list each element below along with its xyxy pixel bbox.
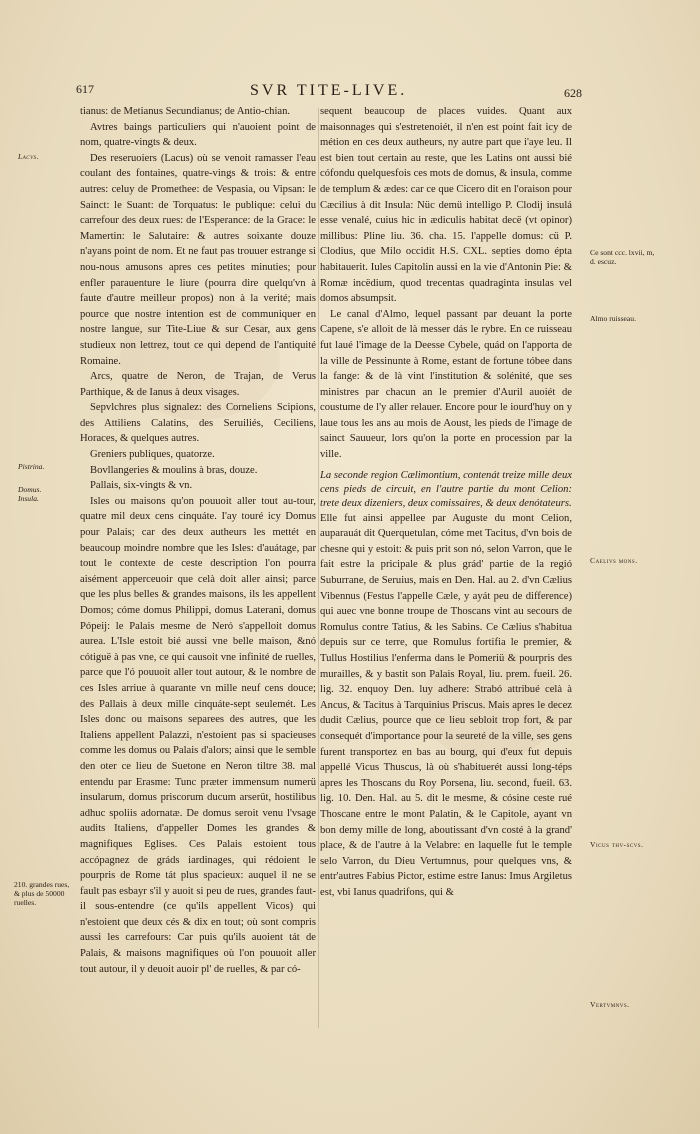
paragraph: Sepvlchres plus signalez: des Corneliens Scipions, des Attiliens Calatins, des Seruiliés, Ceciliens, Horaces, & quelques autres. xyxy=(80,402,316,445)
page-number-right: 628 xyxy=(564,86,582,100)
margin-note-vertumnus: Vertvmnvs. xyxy=(590,1000,630,1009)
paragraph: tianus: de Metianus Secundianus; de Antio-chian. xyxy=(80,106,291,117)
paragraph: Bovllangeries & moulins à bras, douze. xyxy=(90,464,258,476)
paragraph: sequent beaucoup de places vuides. Quant aux maisonnages qui s'estretenoiét, il n'en est point fait icy de métion en ces deux autheurs, ny autre part que i'aye leu. Il est bien tout certain au reste, que les Latins ont aussi bié cófondu quelquesfois ces mots de domus, & insula, comme de templum & ædes: car ce que Cicero dit en l'oraison pour Cæcilius à dit Insula: Nüc demü intelligo P. Clodij insulá esse venalé, cuius hic in ædiculis habitat decë (vt opinor) millibus: Pline liu. 36. cha. 15. l'appelle domus: cü P. Clodius, que Milo occidit H.S. CXL. septies domo épta habitauerit. Iules Capitolin aussi en la vie d'Antonin Pie: & Romæ incëdium, quod trecentas quadraginta insulas vel domos absumpsit. xyxy=(320,106,572,305)
margin-note-ce-sont: Ce sont ccc. lxvii, m, d. escuz. xyxy=(590,248,655,266)
paragraph: Arcs, quatre de Neron, de Trajan, de Verus Parthique, & de Ianus à deux visages. xyxy=(80,371,316,398)
paragraph: Des reseruoiers (Lacus) où se venoit ramasser l'eau coulant des fontaines, quatre-vings & trois: & entre autres: celuy de Promethee: de Vespasia, ou Vipsan: le Sainct: le Suant: de Torquatus: le publique: celui du carrefour des deux rues: de l'Esperance: de la Grace: le Mamertin: le Salutaire: & autres soixante douze n'ayans point de nom. Et ne faut pas trouuer estrange si nou-nous amusons apres ces petites minuties; pour enfler parauenture le liure (pourra dire quelqu'vn à faute d'autre meilleur propos) non à la verité; mais pource que nostre intention est de communiquer en nostre langue, sur Tite-Liue & sur Cesar, aux gens studieux non lettrez, tout ce qui depend de l'antiquité Romaine. xyxy=(80,152,316,367)
left-column xyxy=(80,104,316,977)
margin-note-vici: 210. grandes rues, & plus de 50000 ruelles. xyxy=(14,880,70,907)
paragraph: Avtres baings particuliers qui n'auoient point de nom, quatre-vingts & deux. xyxy=(80,121,316,149)
paragraph: Greniers publiques, quatorze. xyxy=(90,449,215,461)
paragraph: Pallais, six-vingts & vn. xyxy=(90,480,193,492)
running-title: SVR TITE-LIVE. xyxy=(250,82,408,99)
margin-note-caelius: Caelivs mons. xyxy=(590,556,638,565)
paragraph: Elle fut ainsi appellee par Auguste du mont Celion, auparauát dit Querquetulan, cóme met Tacitus, d'vn bois de chesne qui y estoit: & puis prit son nó, selon Varron, que le fait estre la pricipale & plus grád' partie de la regió Suburrane, de Seruius, mais en Den. Hal. au 2. d'vn Cælius Vibennus (Festus l'appelle Cæle, y ayát peu de difference) qui auec vne bonne troupe de Thoscans vint au secours de Romulus contre Tatius, & les Sabins. Ce Cælius s'habitua depuis sur ce terre, que Romulus fortifia le premier, & Tullus Hostilius l'enferma dans le Pomeriü & pourpris des murailles, & y bastit son Palais Royal, liu. prem. fueil. 26. lig. 32. enquoy Den. luy adhere: Strabó attribué celà à Ancus, & Tacitus à Tarquinius Priscus. Mais apres le decez dudit Cælius, pource que ce lieu sebloit trop fort, & par consequét d'importance pour la seureté de la ville, ses gens furent transportez en bas au bourg, qui d'eux fut depuis appellé Vicus Thuscus, là où s'habituerét aussi long-téps apres les Thoscans du Roy Porsena, liu. second, fueil. 63. lig. 10. Den. Hal. au 5. dit le mesme, & cósine ceste rué Thoscane entre le mont Palatin, & le Capitole, ayant vn bon demy mille de long, aboutissant d'vn costé à la grand' place, & de l'autre à la Velabre: en laquelle fut le temple selo Varron, du Dieu Vertumnus, pour quelques vns, & entr'autres Fabius Pictor, estime estre Ianus: Imus Argiletus est, vbi Ianus quadrifons, qui & xyxy=(320,512,572,898)
section-heading: La seconde region Cælimontium, contenát treize mille deux cens pieds de circuit, en l'autre partie du mont Celion: trete deux dizeniers, deux comissaires, & deux denótateurs. xyxy=(320,469,572,509)
margin-note-almo: Almo ruisseau. xyxy=(590,314,636,323)
right-column xyxy=(320,104,572,901)
paragraph: Le canal d'Almo, lequel passant par deuant la porte Capene, s'e alloit de là messer dás le rybre. En ce ruisseau fut laué l'image de la Deesse Cybele, quád on l'apporta de la ville de Pessinunte à Rome, estant de fortune tóbee dans la fange: & de là vint l'institution & solénité, que ses ministres par chacun an le premier d'Auril auoiét de coustume de l'y aller relauer. Encore pour le iourd'huy on y laue tous les ans au mois de Aoust, les pieds de l'image de sainct Sauueur, lors qu'on la porte en procession par la ville. xyxy=(320,308,572,461)
column-divider xyxy=(318,108,319,1028)
paragraph: Isles ou maisons qu'on pouuoit aller tout au-tour, quatre mil deux cens cinquáte. I'ay touré icy Domus pour Palais; car des deux autheurs les mettét en beaucoup moindre nombre que les Isles: d'auátage, par tout le contexte de ceste description l'on pourra aisément apperceuoir que celà doit aller ainsi; parce que les plus belles & grandes maisons, ils les appellent Domos; cóme domus Philippi, domus Laterani, domus Pópeij: le Palais mesme de Neró s'appelloit domus aurea. L'Isle estoit bié aussi vne belle maison, &nó cótiguë à pas vne, ce qui causoit vne infinité de ruelles, parce que l'ó pouuoit aller tout autour, & le nombre de ces Isles arriue à quarante vn mille neuf cens douce; des Pallais à deux mille cinquáte-sept seulemét. Les Isles donc ou maisons separees des autres, que les Italiens appellent Palazzi, n'estoient pas si spacieuses comme les domus ou Palais d'alors; ainsi que le semble den oter ce lieu de Suetone en Neron tiltre 38. mal entendu par Erasme: Tunc præter immensum numerü insularum, domus priscorum ducum arserüt, hostilibus adhuc spoliis adornatæ. De domus seroit venu l'vsage audits Italiens, d'appeller Domes les grandes & magnifiques Eglises. Ces Palais estoient tous accópagnez de gráds iardinages, qui rédoient le pourpris de Rome tát plus spacieux: auquel il ne se fault pas esbayr s'il y auoit si peu de rues, grandes faut-il sous-entendre (ce qu'ils appellent Vicos) qui n'estoient que deux cés & dix en tout; où sont compris aussi les carrefours: Car puis qu'ils auoient tát de Palais, & maisons magnifiques où l'on pouuoit aller tout autour, il y deuoit auoir pl' de ruelles, & par có- xyxy=(80,495,316,975)
page-number-left: 617 xyxy=(76,82,94,96)
margin-note-domus-insulae: Domus. Insula. xyxy=(18,485,42,503)
margin-note-lacus: Lacvs. xyxy=(18,152,40,161)
margin-note-vicus: Vicus thv-scvs. xyxy=(590,840,644,849)
page-header xyxy=(0,82,700,102)
margin-note-pistrina: Pistrina. xyxy=(18,462,45,471)
